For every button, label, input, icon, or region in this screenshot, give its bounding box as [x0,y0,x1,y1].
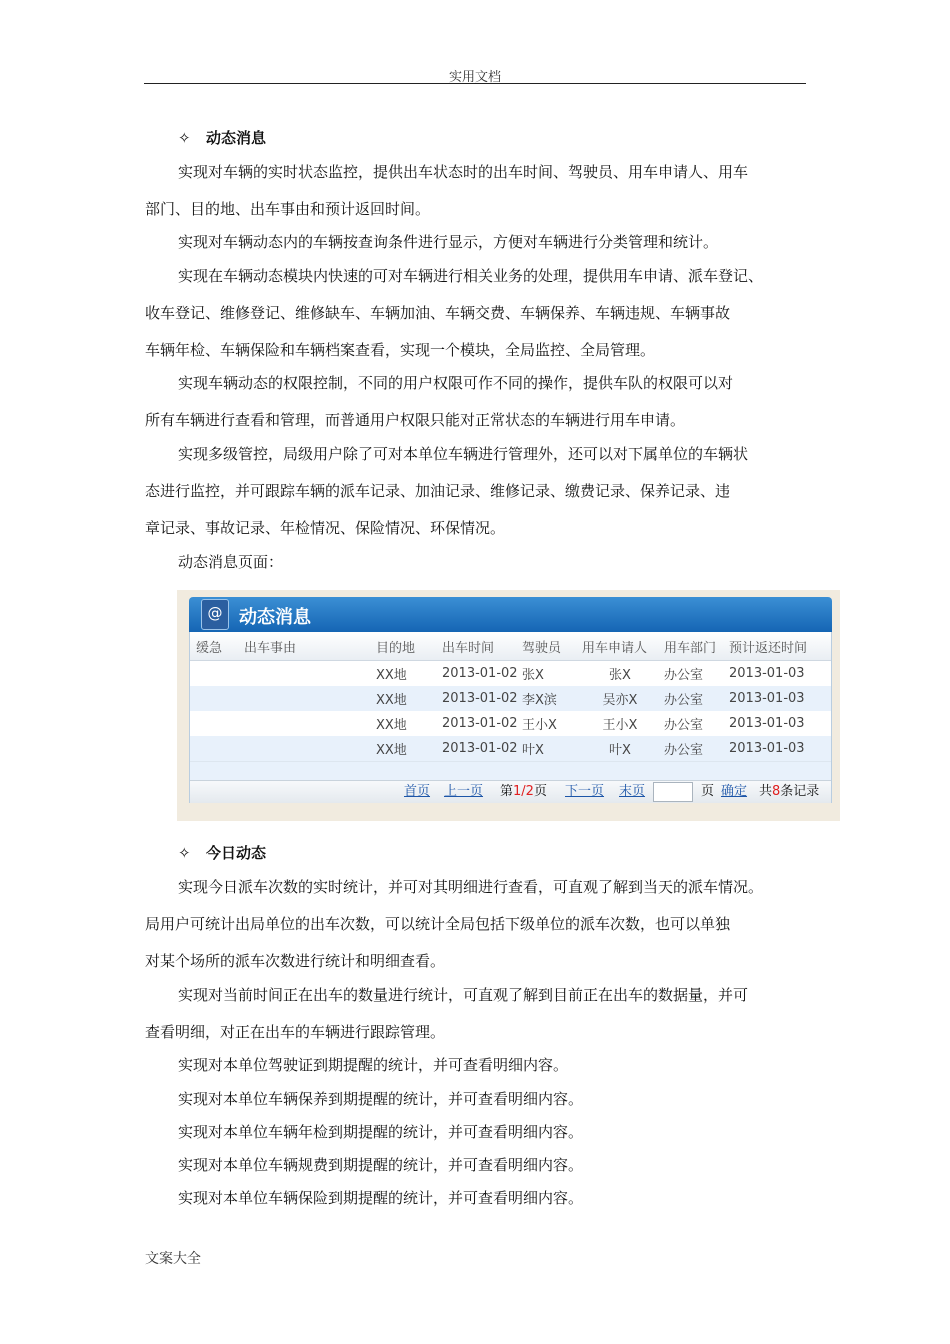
cell-applicant: 王小X [602,718,638,733]
address-book-icon: @ [201,599,229,630]
cell-driver: 张X [522,668,544,683]
paragraph-line: 查看明细，对正在出车的车辆进行跟踪管理。 [145,1023,446,1041]
page-footer-text: 文案大全 [145,1251,201,1267]
diamond-bullet-icon: ✧ [178,844,191,862]
paragraph-line: 局用户可统计出局单位的出车次数，可以统计全局包括下级单位的派车次数，也可以单独 [145,915,731,933]
current-page-number: 1 [513,784,522,799]
paragraph-line: 实现对本单位车辆保养到期提醒的统计，并可查看明细内容。 [178,1090,584,1108]
total-pages: /2 [521,784,534,799]
cell-urgency [190,661,238,687]
cell-department: 办公室 [658,686,723,711]
paragraph-line: 实现今日派车次数的实时统计，并可对其明细进行查看，可直观了解到当天的派车情况。 [178,878,764,896]
cell-reason [238,686,370,711]
cell-driver: 叶X [516,736,576,761]
paragraph-line: 实现对本单位车辆规费到期提醒的统计，并可查看明细内容。 [178,1156,584,1174]
paragraph-line: 实现对车辆的实时状态监控，提供出车状态时的出车时间、驾驶员、用车申请人、用车 [178,163,749,181]
paragraph-line: 实现对本单位驾驶证到期提醒的统计，并可查看明细内容。 [178,1056,569,1074]
cell-applicant: 叶X [576,736,658,761]
dynamic-messages-widget [177,590,840,821]
paragraph-line: 对某个场所的派车次数进行统计和明细查看。 [145,952,446,970]
cell-destination: XX地 [376,718,407,733]
cell-department: 办公室 [664,668,704,683]
figure-caption: 动态消息页面： [178,553,284,571]
cell-destination: XX地 [376,668,407,683]
dispatch-table [190,632,831,761]
cell-reason [238,661,370,687]
cell-urgency [190,736,238,761]
cell-department: 办公室 [664,718,704,733]
table-row[interactable] [190,736,831,761]
pagination-bar [190,780,831,803]
paragraph-line: 实现多级管控，局级用户除了可对本单位车辆进行管理外，还可以对下属单位的车辆状 [178,445,749,463]
next-page-link[interactable]: 下一页 [565,784,605,799]
column-header-return-time[interactable]: 预计返还时间 [723,632,831,661]
paragraph-line: 车辆年检、车辆保险和车辆档案查看，实现一个模块，全局监控、全局管理。 [145,341,656,359]
widget-body [189,632,832,803]
column-header-departure-time[interactable]: 出车时间 [436,632,516,661]
paragraph-line: 态进行监控，并可跟踪车辆的派车记录、加油记录、维修记录、缴费记录、保养记录、违 [145,482,731,500]
cell-urgency [190,711,238,736]
paragraph-line: 实现对本单位车辆年检到期提醒的统计，并可查看明细内容。 [178,1123,584,1141]
column-header-department[interactable]: 用车部门 [658,632,723,661]
page-indicator [500,781,547,803]
cell-destination: XX地 [370,736,436,761]
header-divider [144,83,806,84]
paragraph-line: 实现对本单位车辆保险到期提醒的统计，并可查看明细内容。 [178,1189,584,1207]
last-page-link[interactable]: 末页 [619,784,646,799]
cell-department: 办公室 [658,736,723,761]
cell-return-time: 2013-01-03 [723,736,831,761]
table-row[interactable] [190,686,831,711]
cell-reason [238,736,370,761]
paragraph-line: 实现对当前时间正在出车的数量进行统计，可直观了解到目前正在出车的数据量，并可 [178,986,749,1004]
cell-departure-time: 2013-01-02 [436,686,516,711]
paragraph-line: 实现车辆动态的权限控制，不同的用户权限可作不同的操作，提供车队的权限可以对 [178,374,734,392]
total-records [759,781,819,803]
cell-driver: 李X滨 [516,686,576,711]
page-input-label: 页 [701,784,715,799]
paragraph-line: 章记录、事故记录、年检情况、保险情况、环保情况。 [145,519,506,537]
paragraph-line: 收车登记、维修登记、维修缺车、车辆加油、车辆交费、车辆保养、车辆违规、车辆事故 [145,304,731,322]
prev-page-link[interactable]: 上一页 [444,784,484,799]
page-header-title: 实用文档 [448,70,501,85]
cell-return-time: 2013-01-03 [729,716,805,731]
table-header-row [190,632,831,661]
confirm-page-button[interactable]: 确定 [721,784,748,799]
column-header-applicant[interactable]: 用车申请人 [576,632,658,661]
cell-return-time: 2013-01-03 [723,686,831,711]
first-page-link[interactable]: 首页 [404,784,431,799]
cell-return-time: 2013-01-03 [729,666,805,681]
paragraph-line: 实现对车辆动态内的车辆按查询条件进行显示，方便对车辆进行分类管理和统计。 [178,233,719,251]
total-prefix: 共 [759,784,773,799]
cell-reason [238,711,370,736]
table-row[interactable] [190,661,831,687]
total-suffix: 条记录 [780,784,820,799]
section-heading-today-dynamics [178,843,266,863]
column-header-driver[interactable]: 驾驶员 [516,632,576,661]
table-row[interactable] [190,711,831,736]
paragraph-line: 实现在车辆动态模块内快速的可对车辆进行相关业务的处理，提供用车申请、派车登记、 [178,267,764,285]
widget-title: 动态消息 [239,607,311,628]
cell-urgency [190,686,238,711]
cell-departure-time: 2013-01-02 [436,736,516,761]
page-suffix: 页 [533,784,547,799]
section-heading-dynamic-messages [178,128,266,148]
paragraph-line: 部门、目的地、出车事由和预计返回时间。 [145,200,431,218]
column-header-reason[interactable]: 出车事由 [238,632,370,661]
cell-departure-time: 2013-01-02 [442,716,518,731]
cell-applicant: 张X [609,668,631,683]
page-number-input[interactable] [653,782,693,802]
heading-text: 今日动态 [206,844,267,862]
heading-text: 动态消息 [206,129,267,147]
column-header-urgency[interactable]: 缓急 [190,632,238,661]
column-header-destination[interactable]: 目的地 [370,632,436,661]
page-prefix: 第 [500,784,514,799]
cell-driver: 王小X [522,718,557,733]
widget-titlebar [189,597,832,632]
paragraph-line: 所有车辆进行查看和管理，而普通用户权限只能对正常状态的车辆进行用车申请。 [145,411,686,429]
diamond-bullet-icon: ✧ [178,129,191,147]
cell-destination: XX地 [370,686,436,711]
total-count: 8 [772,784,781,799]
cell-departure-time: 2013-01-02 [442,666,518,681]
table-empty-row [190,761,831,782]
cell-applicant: 吴亦X [576,686,658,711]
